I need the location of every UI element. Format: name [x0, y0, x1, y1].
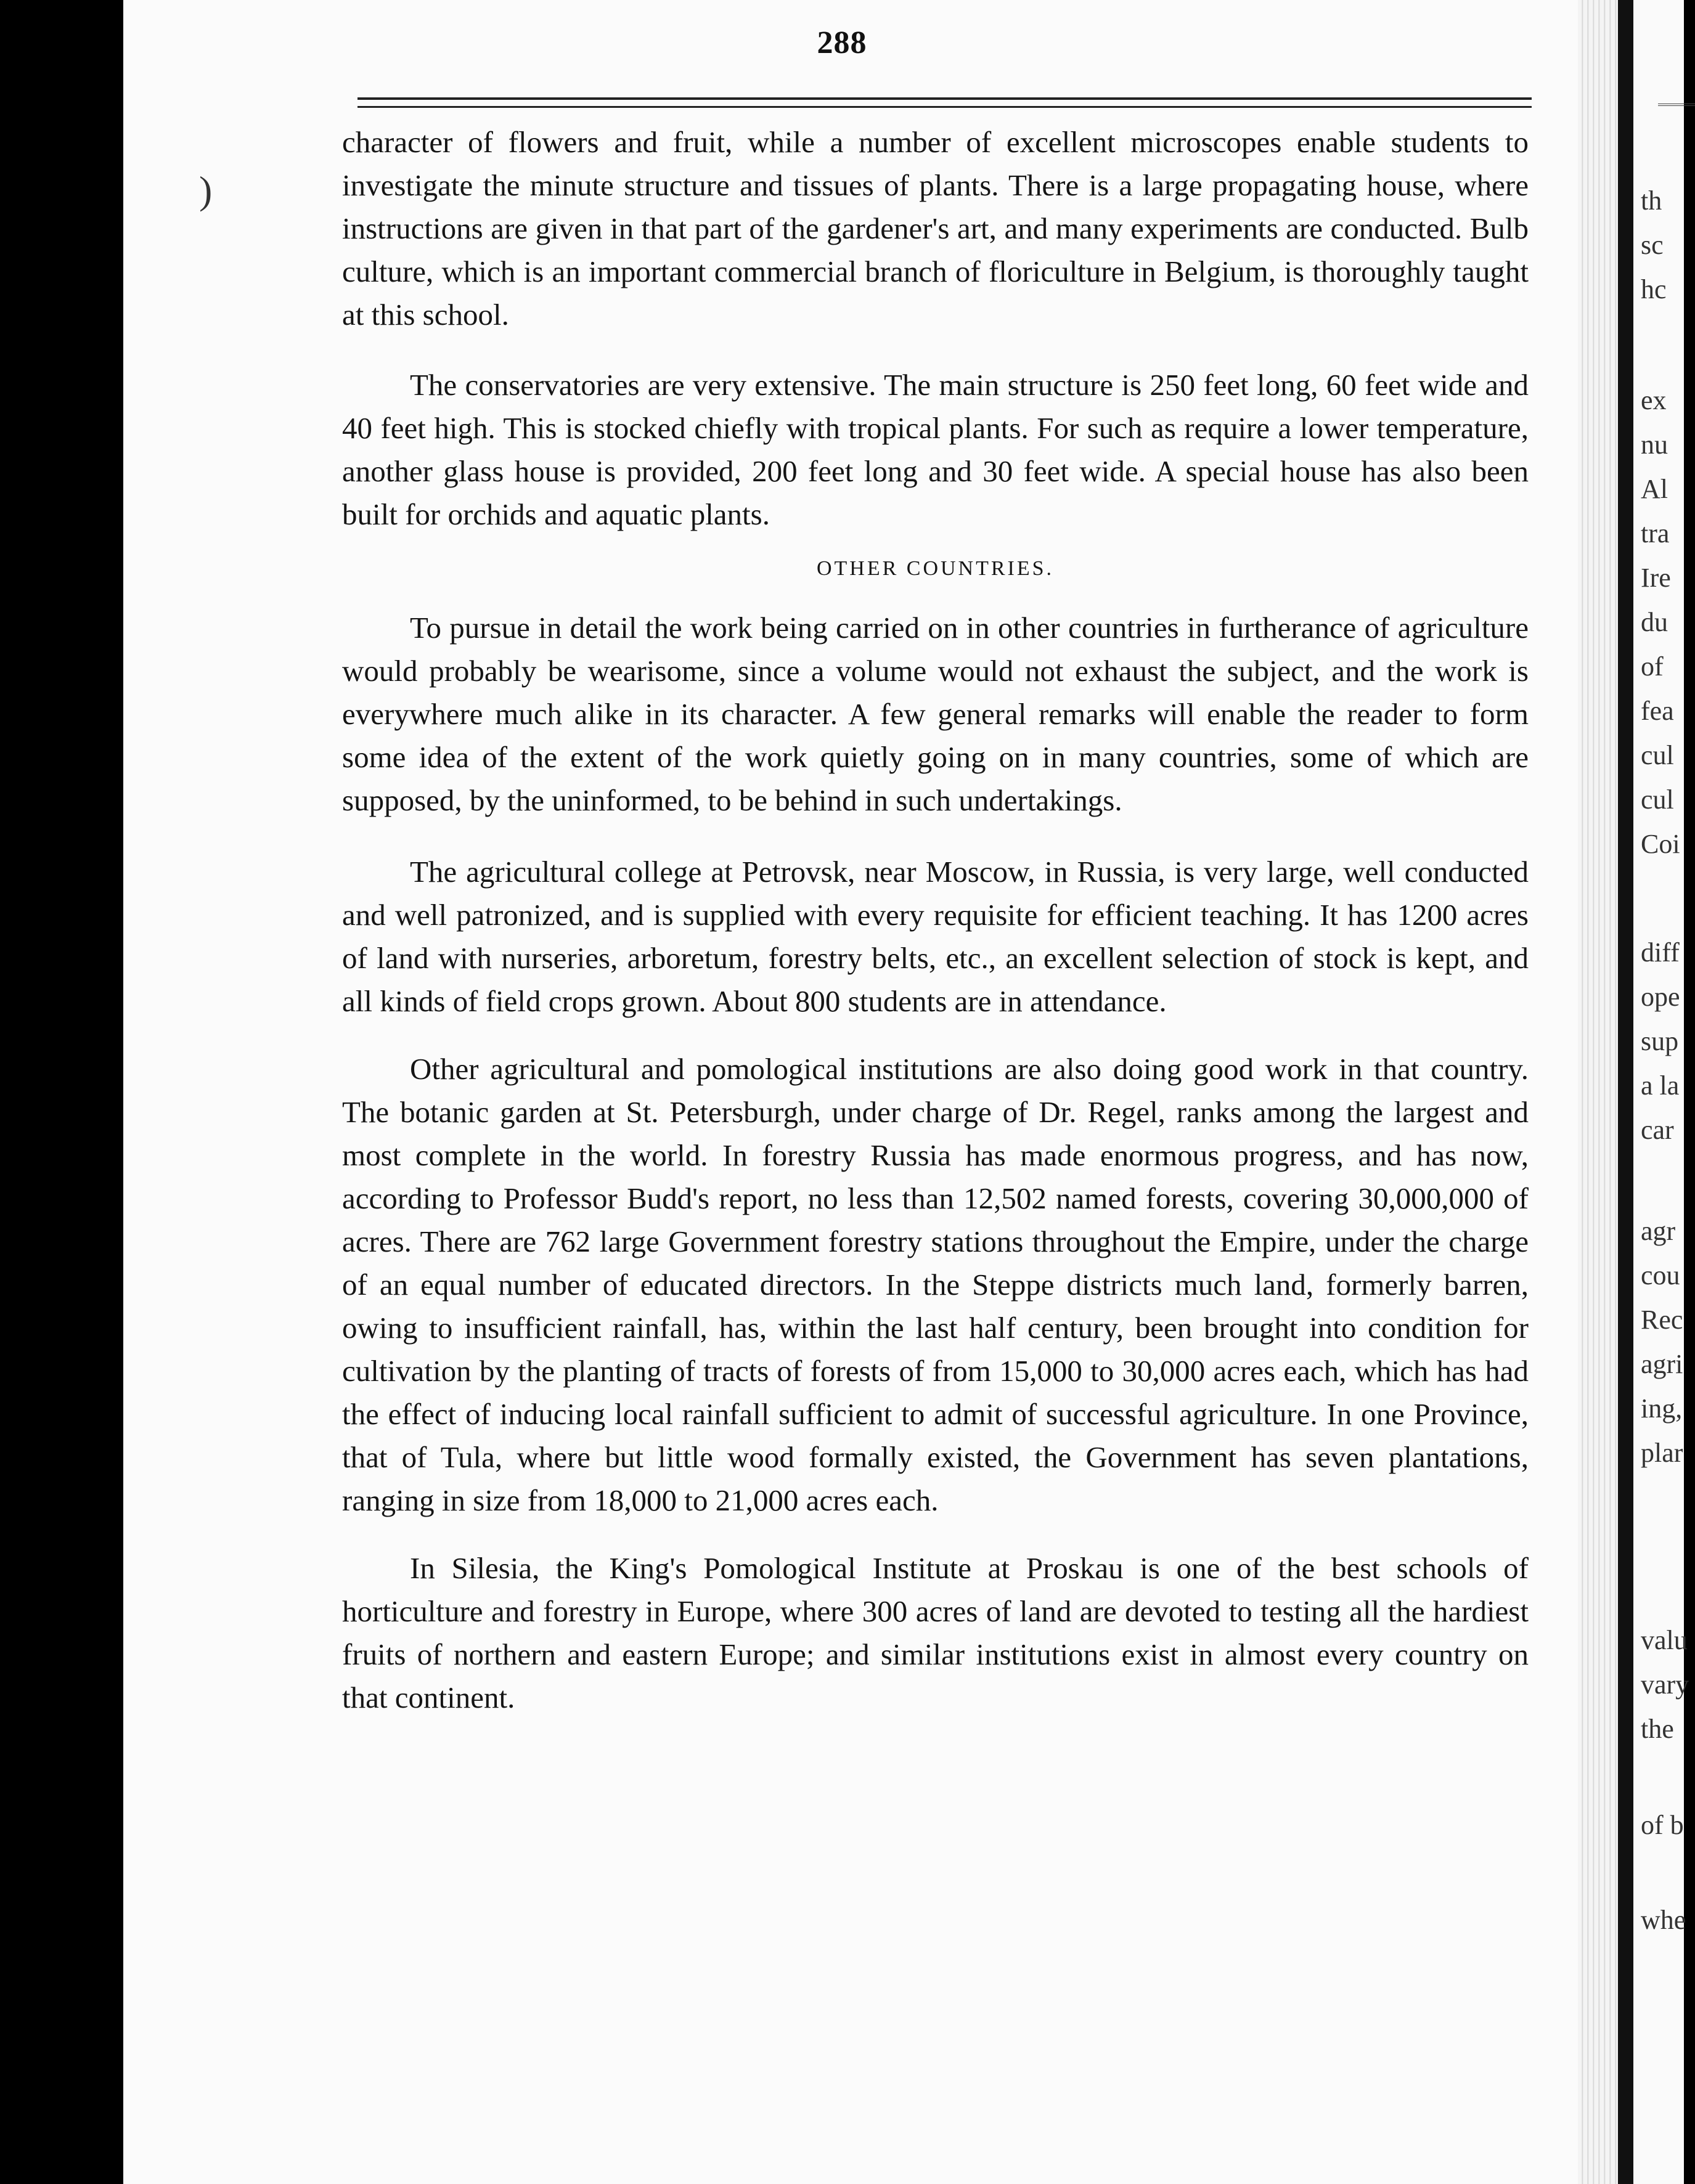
body-text [342, 121, 1529, 1719]
facing-fragment: fea [1641, 696, 1674, 726]
facing-fragment: cul [1641, 784, 1674, 815]
facing-fragment: whe [1641, 1905, 1686, 1935]
paragraph-other-countries: To pursue in detail the work being carried on in other countries in furtherance of agriculture would probably be wearisome, since a volume would not exhaust the subject, and the work is everywhere much alike in its character. A few general remarks will enable the reader to form some idea of the extent of the work quietly going on in many countries, some of which are supposed, by the uninformed, to be behind in such undertakings. [342, 611, 1529, 817]
section-heading: OTHER COUNTRIES. [816, 557, 1055, 580]
facing-fragment: Coi [1641, 829, 1680, 859]
facing-fragment: agr [1641, 1216, 1676, 1246]
facing-fragment: sc [1641, 230, 1664, 260]
facing-fragment: valu [1641, 1625, 1688, 1655]
facing-fragment: cou [1641, 1260, 1680, 1290]
facing-fragment: car [1641, 1115, 1674, 1145]
facing-fragment: ope [1641, 982, 1680, 1012]
facing-fragment: sup [1641, 1026, 1679, 1056]
facing-fragment: nu [1641, 430, 1668, 460]
facing-fragment: of b [1641, 1810, 1684, 1840]
facing-fragment: cul [1641, 740, 1674, 770]
facing-fragment: ing, [1641, 1393, 1683, 1424]
facing-fragment: a la [1641, 1070, 1680, 1101]
facing-fragment: vary [1641, 1669, 1689, 1700]
facing-fragment: the [1641, 1714, 1674, 1744]
facing-fragment: diff [1641, 937, 1680, 968]
facing-page-edge [1633, 0, 1689, 2184]
facing-fragment: du [1641, 607, 1668, 637]
paragraph-silesia-proskau: In Silesia, the King's Pomological Institute at Proskau is one of the best schools of horticulture and forestry in Europe, where 300 acres of land are devoted to testing all the hardiest fruits of northern and eastern Europe; and similar institutions exist in almost every country on that continent. [342, 1551, 1529, 1714]
facing-fragment: th [1641, 185, 1662, 216]
facing-fragment: Rec [1641, 1305, 1683, 1335]
facing-fragment: Al [1641, 474, 1668, 504]
page-number: 288 [817, 25, 867, 60]
facing-header-rule [1658, 104, 1695, 106]
facing-fragment: agri [1641, 1349, 1683, 1379]
margin-mark: ) [199, 168, 213, 212]
paragraph-russia-forestry: Other agricultural and pomological institutions are also doing good work in that country. The botanic garden at St. Petersburgh, under charge of Dr. Regel, ranks among the largest and most complete in the world. In forestry Russia has made enormous progress, and has now, according to Professor Budd's report, no less than 12,502 named forests, covering 30,000,000 of acres. There are 762 large Government forestry stations throughout the Empire, under the charge of an equal number of educated directors. In the Steppe districts much land, formerly barren, owing to insufficient rainfall, has, within the last half century, been brought into condition for cultivation by the planting of tracts of forests of from 15,000 to 30,000 acres each, which has had the effect of inducing local rainfall sufficient to admit of successful agriculture. In one Province, that of Tula, where but little wood formally existed, the Government has seven plantations, ranging in size from 18,000 to 21,000 acres each. [342, 1052, 1529, 1517]
paragraph-petrovsk-college: The agricultural college at Petrovsk, near Moscow, in Russia, is very large, well conducted and well patronized, and is supplied with every requisite for efficient teaching. It has 1200 acres of land with nurseries, arboretum, forestry belts, etc., an excellent selection of stock is kept, and all kinds of field crops grown. About 800 students are in attendance. [342, 855, 1529, 1018]
facing-fragment: tra [1641, 518, 1670, 548]
paragraph-conservatories: The conservatories are very extensive. The main structure is 250 feet long, 60 feet wide and 40 feet high. This is stocked chiefly with tropical plants. For such as require a lower temperature, another glass house is provided, 200 feet long and 30 feet wide. A special house has also been built for orchids and aquatic plants. [342, 368, 1529, 531]
facing-fragment: of [1641, 651, 1664, 682]
paragraph-belgium-school: character of flowers and fruit, while a number of excellent microscopes enable students to investigate the minute structure and tissues of plants. There is a large propagating house, where instructions are given in that part of the gardener's art, and many experiments are conducted. Bulb culture, which is an important commercial branch of floriculture in Belgium, is thoroughly taught at this school. [342, 125, 1529, 332]
header-double-rule [357, 97, 1532, 108]
facing-fragment: ex [1641, 385, 1667, 415]
facing-fragment: hc [1641, 274, 1667, 304]
facing-fragment: plar [1641, 1438, 1683, 1468]
facing-fragment: Ire [1641, 563, 1671, 593]
